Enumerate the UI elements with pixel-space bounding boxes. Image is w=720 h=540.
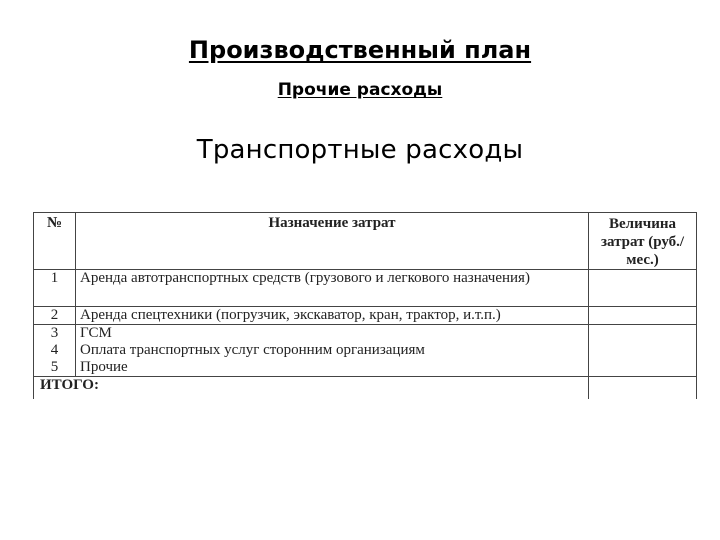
header-number: №	[34, 213, 76, 270]
table-row	[34, 270, 697, 307]
cost-table-image	[33, 212, 698, 418]
row-purpose: Прочие	[76, 359, 589, 377]
table-header-row	[34, 213, 697, 270]
section-heading: Транспортные расходы	[196, 135, 524, 165]
total-amount	[589, 377, 697, 400]
row-amount	[589, 325, 697, 343]
row-amount	[589, 359, 697, 377]
table-row	[34, 307, 697, 325]
row-amount	[589, 270, 697, 307]
row-purpose: Аренда спецтехники (погрузчик, экскаватор, кран, трактор, и.т.п.)	[76, 307, 589, 325]
total-label: ИТОГО:	[34, 377, 589, 400]
page-subtitle: Прочие расходы	[277, 80, 443, 100]
header-amount: Величина затрат (руб./мес.)	[589, 213, 697, 270]
total-row	[34, 377, 697, 400]
table-row	[34, 342, 697, 359]
transport-costs-table	[33, 212, 697, 399]
row-number: 4	[34, 342, 76, 359]
table-row	[34, 359, 697, 377]
row-purpose: Оплата транспортных услуг сторонним организациям	[76, 342, 589, 359]
row-number: 5	[34, 359, 76, 377]
page-title: Производственный план	[188, 36, 532, 64]
row-amount	[589, 342, 697, 359]
row-number: 2	[34, 307, 76, 325]
row-number: 1	[34, 270, 76, 307]
row-amount	[589, 307, 697, 325]
row-number: 3	[34, 325, 76, 343]
row-purpose: Аренда автотранспортных средств (грузового и легкового назначения)	[76, 270, 589, 307]
table-row	[34, 325, 697, 343]
header-purpose: Назначение затрат	[76, 213, 589, 270]
row-purpose: ГСМ	[76, 325, 589, 343]
